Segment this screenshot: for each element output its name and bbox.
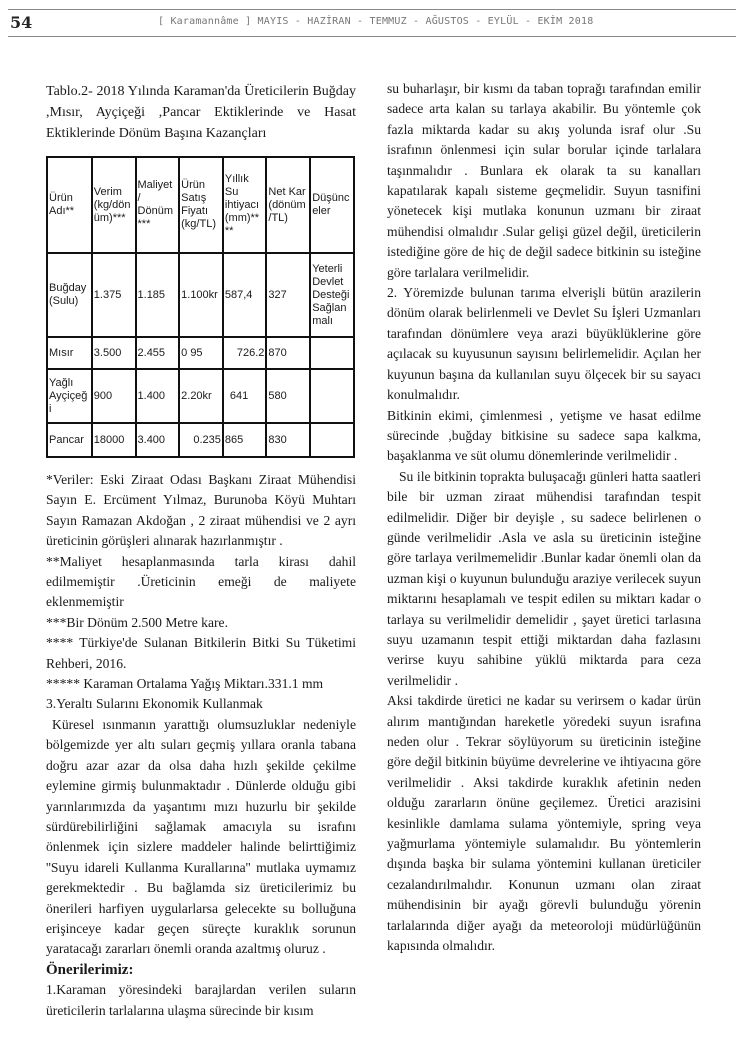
table-cell: 641 — [223, 369, 267, 423]
note: ***Bir Dönüm 2.500 Metre kare. — [46, 614, 228, 630]
header-cell: Maliyet / Dönüm *** — [136, 157, 180, 253]
header-cell: Verim (kg/dön üm)*** — [92, 157, 136, 253]
header-cell: Net Kar (dönüm /TL) — [266, 157, 310, 253]
paragraph: 2. Yöremizde bulunan tarıma elverişli bütün arazilerin dönüm olarak belirlenmeli ve Devlet Su İşleri Uzmanları tarafından dönümlere veya arazi büyüklüklerine göre açılacak su kuyusunun sayısını belirlemelidir. Açılan her kuyunun başına da kullanılan suyu ölçecek bir su sayacı konulmalıdır. — [387, 285, 701, 403]
table-cell: Yeterli Devlet Desteği Sağlan malı — [310, 253, 354, 337]
table-cell: 1.375 — [92, 253, 136, 337]
table-cell — [310, 337, 354, 369]
table-cell: 900 — [92, 369, 136, 423]
header-cell: Ürün Satış Fiyatı (kg/TL) — [179, 157, 223, 253]
table-cell: 3.400 — [136, 423, 180, 457]
table-cell: 2.455 — [136, 337, 180, 369]
table-cell: 0 95 — [179, 337, 223, 369]
paragraph: Su ile bitkinin toprakta buluşacağı günleri hatta saatleri bile bir uzman ziraat mühendisi tarafından tespit edilmelidir. Diğer bir deyişle , su sadece belirlenen o günde verilmelidir .Asla ve asla su üreticinin isteğine göre tarlaya verilmemelidir .Bunlar kadar önemli olan da uzman kişi o kuyunun bulunduğu araziye verilecek suyun miktarını hesaplamalı ve tespit edilen su miktarı kadar o tarlaya su verilmelidir demelidir , şayet üretici tarlasına suyu uzamanın tespit ettiği miktardan daha fazlasını verirse kuyu sahibine yüklü miktarda para ceza verilmelidir . — [387, 468, 701, 688]
page-header — [8, 9, 736, 37]
table-cell — [310, 423, 354, 457]
table-cell: 580 — [266, 369, 310, 423]
header-cell: Yıllık Su ihtiyacı (mm)** ** — [223, 157, 267, 253]
paragraph: su buharlaşır, bir kısmı da taban toprağı tarafından emilir sadece arta kalan su tarlaya akabilir. Bu yöntemle çok fazla miktarda kadar su akış yolunda israf olur .Su israfının önlenmesi için sular borular içinde tarlalara taşınmalıdır . Bunlara ek olarak ta su kanalları kapatılarak kapalı sisteme geçmelidir. Suyun tasnifini yönetecek kişi mutlaka konunun uzmanı bir ziraat mühendisi olmalıdır .Sular gelişi güzel değil, üreticilerin istediğine göre de hiç de değil sadece bitkinin su isteğine göre tarlalara verilmelidir. — [387, 81, 701, 280]
yield-table — [46, 156, 355, 458]
table-row — [47, 253, 354, 337]
note: *Veriler: Eski Ziraat Odası Başkanı Ziraat Mühendisi Sayın E. Ercüment Yılmaz, Burunoba Köyü Muhtarı Sayın Ramazan Akdoğan , 2 ziraat mühendisi ve 2 ayrı üreticinin görüşleri alınarak hazırlanmıştır . — [46, 472, 356, 549]
table-header-row — [47, 157, 354, 253]
table-cell: 726.2 — [223, 337, 267, 369]
table-cell: 2.20kr — [179, 369, 223, 423]
header-cell: Ürün Adı** — [47, 157, 92, 253]
section-body: Küresel ısınmanın yarattığı olumsuzluklar nedeniyle bölgemizde yer altı suları geçmiş yıllara oranla tabana doğru azar azar da olsa daha hızlı şekilde çekilme eylemine girmiş bulunmaktadır . Dünlerde olduğu gibi yarınlarımızda da yaşantımı mızı huzurlu bir şekilde sürdürebilirliğini sağlamak amacıyla su israfını önlenmek için sizlere maddeler halinde belirttiğimiz ''Suyu idareli Kullanma Kurallarına'' mutlaka uymamız gerekmektedir . Bu bağlamda siz üreticilerimiz bu önerileri harfiyen uygularlarsa gelecekte su bolluğuna erişinceye kadar geçen süreçte kuraklık sorunun yaratacağı zararları önemli oranda azaltmış oluruz . — [46, 716, 356, 957]
right-column — [387, 79, 701, 956]
table-cell: Yağlı Ayçiçeğ i — [47, 369, 92, 423]
table-cell: 0.235 — [179, 423, 223, 457]
table-row — [47, 337, 354, 369]
table-cell — [310, 369, 354, 423]
suggestions-title: Önerilerimiz: — [46, 961, 134, 978]
header-cell: Düşünc eler — [310, 157, 354, 253]
table-cell: 3.500 — [92, 337, 136, 369]
table-cell: 870 — [266, 337, 310, 369]
paragraph: Aksi takdirde üretici ne kadar su verirsem o kadar ürün alırım mantığından hareketle yöredeki suyun israfına neden olur . Tekrar söylüyorum su üreticinin isteğine göre değil bitkinin büyüme devrelerine ve ihtiyacına göre verilmelidir . Aksi takdirde kuraklık afetinin neden olduğu zararların önüne geçilemez. Üretici arazisini kesinlikle damlama sulama yöntemiyle, spring veya yağmurlama yöntemiyle sulamalıdır. Bu yöntemlerin dışında başka bir sulama yöntemini kullanan üreticiler cezalandırılmalıdır. Konunun uzmanı olan ziraat mühendisinin bir ayağı görevli bulunduğu yörenin tarlalarında diğer ayağı da meteoroloji müdürlüğünün kapısında olmalıdır. — [387, 693, 701, 954]
table-row — [47, 423, 354, 457]
note: **** Türkiye'de Sulanan Bitkilerin Bitki Su Tüketimi Rehberi, 2016. — [46, 635, 356, 671]
table-notes — [46, 470, 356, 694]
table-cell: Pancar — [47, 423, 92, 457]
paragraph: Bitkinin ekimi, çimlenmesi , yetişme ve hasat edilme sürecinde ,buğday bitkisine su sadece sapa kalkma, başaklanma ve süt olumu dönemlerinde verilmelidir . — [387, 407, 701, 464]
note: **Maliyet hesaplanmasında tarla kirası dahil edilmemiştir .Üreticinin emeği de maliyete eklenmemiştir — [46, 553, 356, 610]
page-number: 54 — [10, 13, 33, 32]
table-cell: Buğday (Sulu) — [47, 253, 92, 337]
table-cell: 1.100kr — [179, 253, 223, 337]
table-cell: 18000 — [92, 423, 136, 457]
left-column — [46, 81, 356, 1021]
table-cell: 865 — [223, 423, 267, 457]
section-title: 3.Yeraltı Sularını Ekonomik Kullanmak — [46, 696, 263, 712]
suggestion-1: 1.Karaman yöresindeki barajlardan verilen suların üreticilerin tarlalarına ulaşma sürecinde bir kısım — [46, 982, 356, 1018]
running-head: [ Karamannâme ] MAYIS - HAZİRAN - TEMMUZ - AĞUSTOS - EYLÜL - EKİM 2018 — [158, 16, 594, 27]
table-row — [47, 369, 354, 423]
table-caption: Tablo.2- 2018 Yılında Karaman'da Üreticilerin Buğday ,Mısır, Ayçiçeği ,Pancar Ektiklerinde ve Hasat Ektiklerinde Dönüm Başına Kazançları — [46, 84, 356, 141]
table-cell: 587,4 — [223, 253, 267, 337]
table-cell: 1.400 — [136, 369, 180, 423]
table-cell: 830 — [266, 423, 310, 457]
table-cell: Mısır — [47, 337, 92, 369]
table-cell: 327 — [266, 253, 310, 337]
table-cell: 1.185 — [136, 253, 180, 337]
note: ***** Karaman Ortalama Yağış Miktarı.331.1 mm — [46, 676, 324, 692]
